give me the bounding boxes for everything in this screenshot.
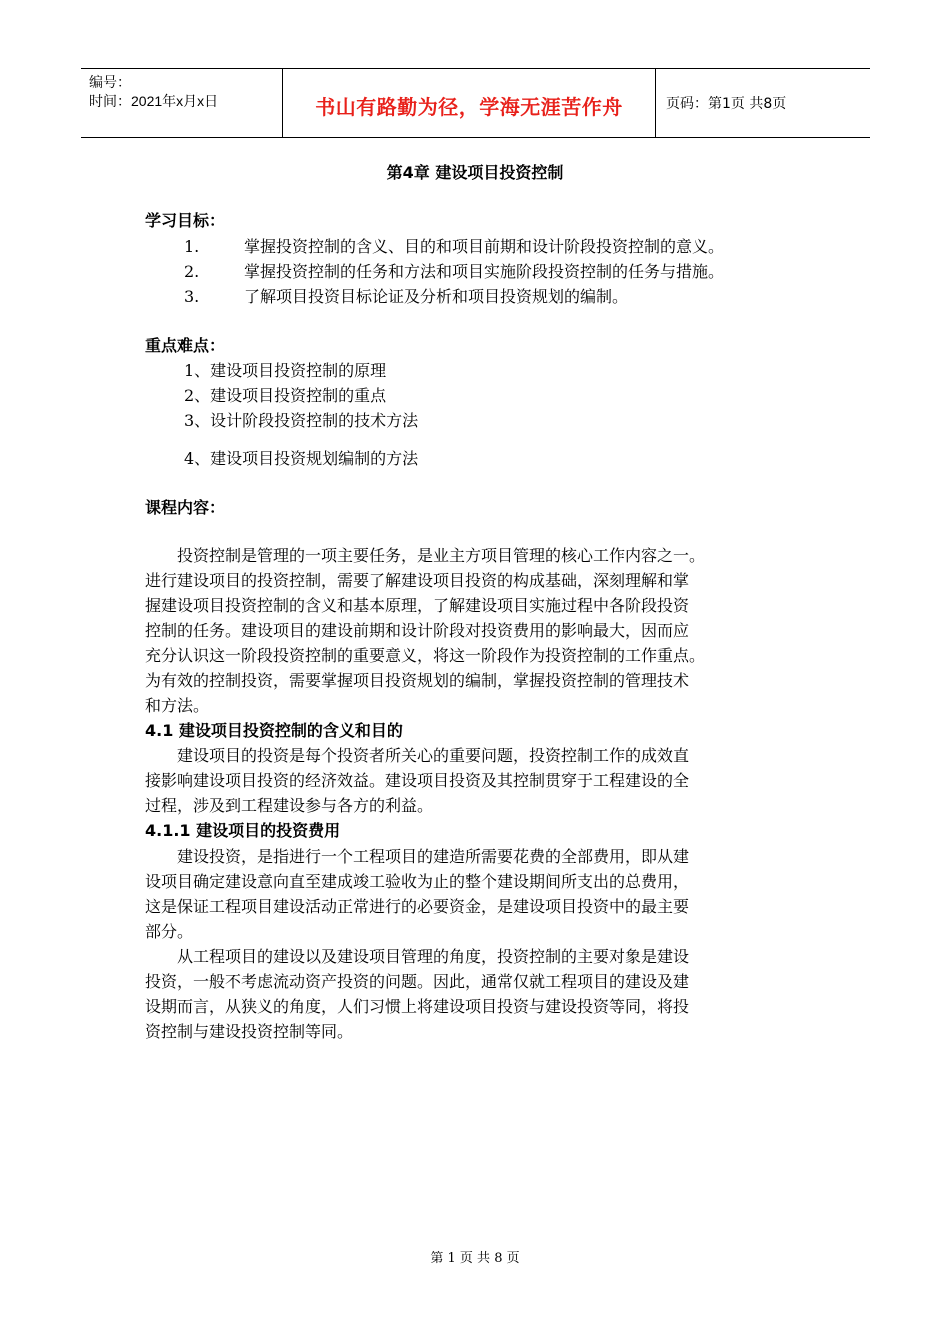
paragraph-line: 从工程项目的建设以及建设项目管理的角度，投资控制的主要对象是建设 bbox=[145, 947, 690, 966]
paragraph-line: 部分。 bbox=[145, 922, 194, 941]
paragraph-line: 为有效的控制投资，需要掌握项目投资规划的编制，掌握投资控制的管理技术 bbox=[145, 671, 690, 690]
chapter-title: 第4章 建设项目投资控制 bbox=[386, 163, 564, 182]
paragraph-line: 设期而言，从狭义的角度，人们习惯上将建设项目投资与建设投资等同，将投 bbox=[145, 997, 690, 1016]
paragraph-line: 资控制与建设投资控制等同。 bbox=[145, 1022, 354, 1041]
section-4-1-title: 4.1 建设项目投资控制的含义和目的 bbox=[145, 721, 403, 740]
key-point-item: 1、建设项目投资控制的原理 bbox=[184, 361, 387, 380]
paragraph-line: 和方法。 bbox=[145, 696, 210, 715]
goal-text: 掌握投资控制的含义、目的和项目前期和设计阶段投资控制的意义。 bbox=[244, 237, 725, 256]
paragraph-line: 充分认识这一阶段投资控制的重要意义，将这一阶段作为投资控制的工作重点。 bbox=[145, 646, 706, 665]
goal-item bbox=[184, 259, 724, 284]
course-heading: 课程内容： bbox=[145, 498, 226, 517]
paragraph-line: 投资控制是管理的一项主要任务，是业主方项目管理的核心工作内容之一。 bbox=[145, 546, 706, 565]
document-date-label: 时间：2021年x月x日 bbox=[89, 93, 219, 109]
goal-number: 2. bbox=[184, 262, 200, 281]
paragraph-line: 投资，一般不考虑流动资产投资的问题。因此，通常仅就工程项目的建设及建 bbox=[145, 972, 690, 991]
header-motto-cell bbox=[283, 69, 656, 137]
goal-text: 了解项目投资目标论证及分析和项目投资规划的编制。 bbox=[244, 287, 629, 306]
paragraph-line: 建设项目的投资是每个投资者所关心的重要问题，投资控制工作的成效直 bbox=[145, 746, 690, 765]
header-motto: 书山有路勤为径，学海无涯苦作舟 bbox=[315, 95, 623, 119]
paragraph-line: 建设投资，是指进行一个工程项目的建造所需要花费的全部费用，即从建 bbox=[145, 847, 690, 866]
key-point-item: 3、设计阶段投资控制的技术方法 bbox=[184, 411, 419, 430]
goal-number: 3. bbox=[184, 287, 200, 306]
intro-paragraph bbox=[145, 543, 825, 718]
goal-item bbox=[184, 284, 628, 309]
section-4-1-1-paragraph-2 bbox=[145, 944, 825, 1044]
page-footer: 第 1 页 共 8 页 bbox=[430, 1251, 520, 1266]
goal-number: 1. bbox=[184, 237, 200, 256]
paragraph-line: 这是保证工程项目建设活动正常进行的必要资金，是建设项目投资中的最主要 bbox=[145, 897, 690, 916]
goal-text: 掌握投资控制的任务和方法和项目实施阶段投资控制的任务与措施。 bbox=[244, 262, 725, 281]
paragraph-line: 接影响建设项目投资的经济效益。建设项目投资及其控制贯穿于工程建设的全 bbox=[145, 771, 690, 790]
header-table bbox=[81, 68, 870, 138]
section-4-1-1-title: 4.1.1 建设项目的投资费用 bbox=[145, 821, 341, 840]
header-meta-cell bbox=[81, 69, 283, 137]
key-points-heading: 重点难点： bbox=[145, 336, 226, 355]
paragraph-line: 进行建设项目的投资控制，需要了解建设项目投资的构成基础，深刻理解和掌 bbox=[145, 571, 690, 590]
key-point-item: 4、建设项目投资规划编制的方法 bbox=[184, 449, 419, 468]
document-number-label: 编号： bbox=[89, 74, 131, 90]
paragraph-line: 设项目确定建设意向直至建成竣工验收为止的整个建设期间所支出的总费用， bbox=[145, 872, 690, 891]
paragraph-line: 控制的任务。建设项目的建设前期和设计阶段对投资费用的影响最大，因而应 bbox=[145, 621, 690, 640]
section-4-1-1-paragraph-1 bbox=[145, 844, 825, 944]
goal-item bbox=[184, 234, 724, 259]
paragraph-line: 握建设项目投资控制的含义和基本原理，了解建设项目实施过程中各阶段投资 bbox=[145, 596, 690, 615]
header-page-info: 页码：第1页 共8页 bbox=[666, 96, 787, 112]
goals-heading: 学习目标： bbox=[145, 211, 226, 230]
section-4-1-paragraph bbox=[145, 743, 825, 818]
header-page-cell bbox=[656, 69, 870, 137]
key-point-item: 2、建设项目投资控制的重点 bbox=[184, 386, 387, 405]
paragraph-line: 过程，涉及到工程建设参与各方的利益。 bbox=[145, 796, 434, 815]
